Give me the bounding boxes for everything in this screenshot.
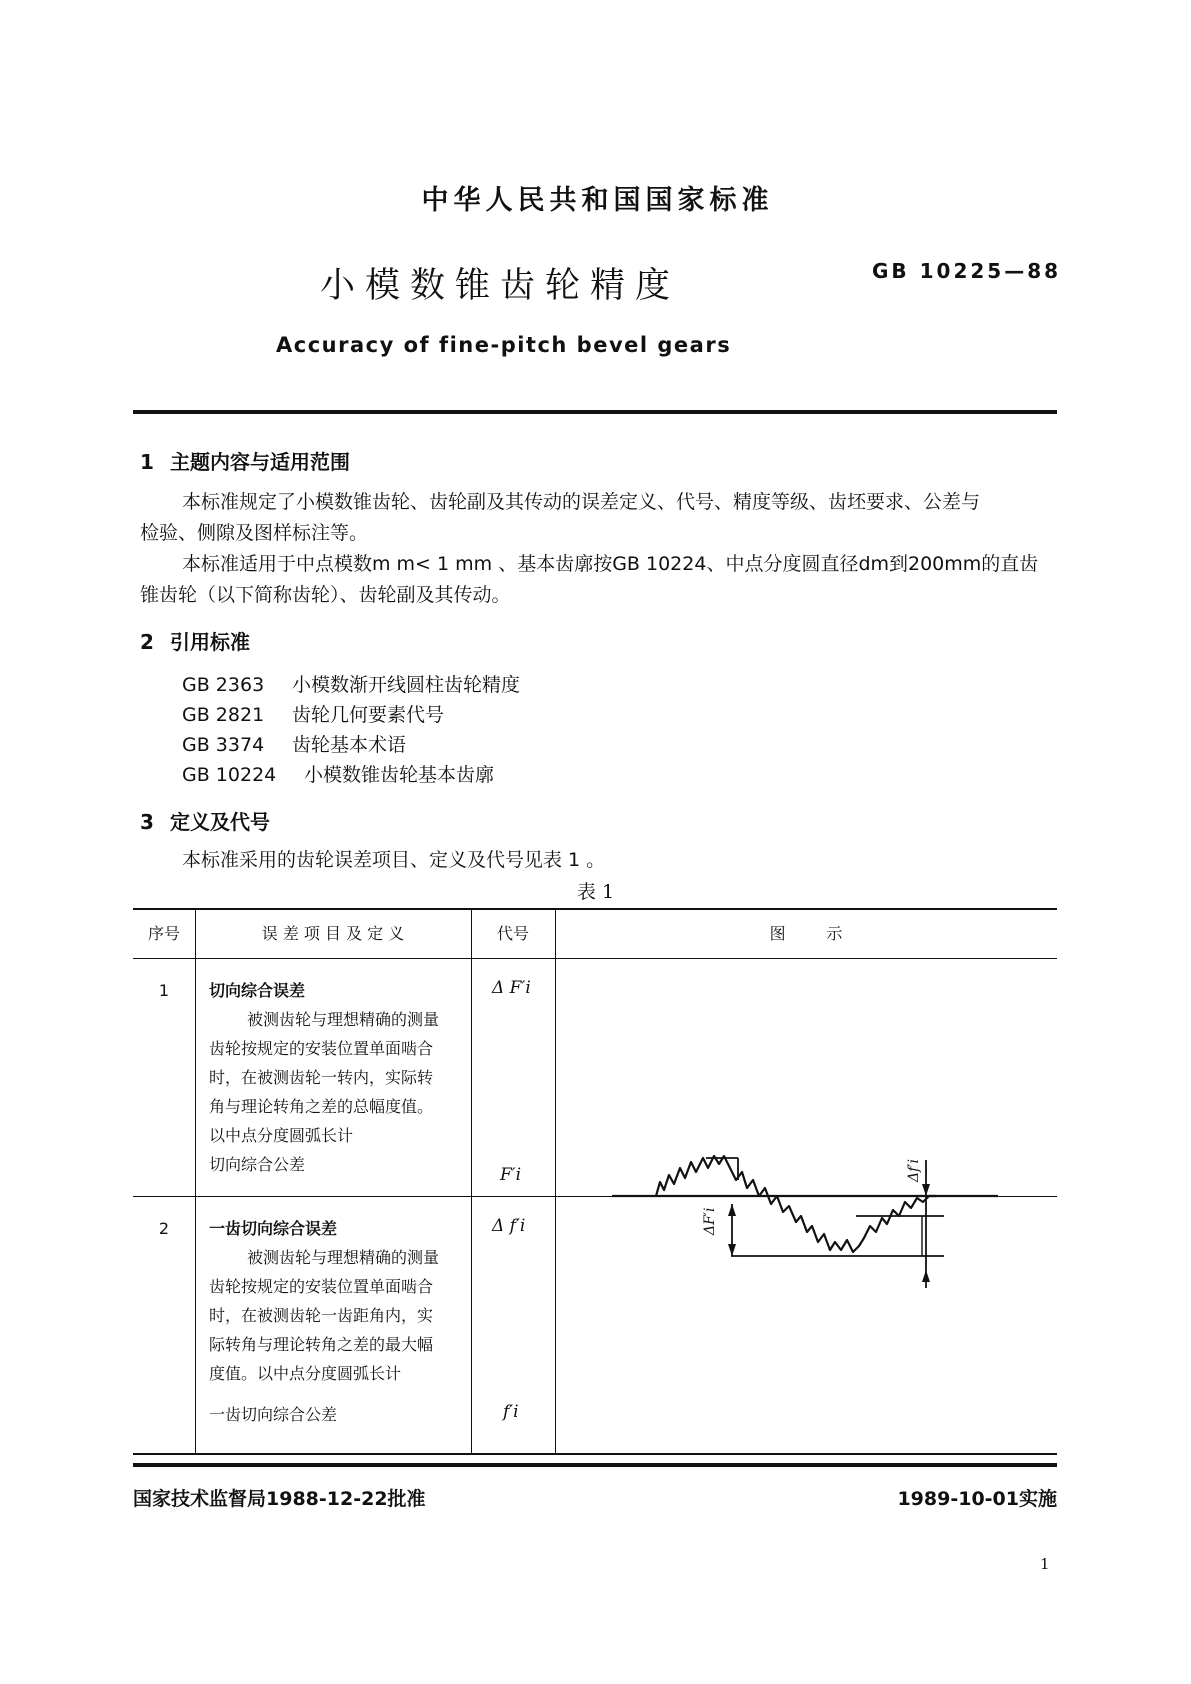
table-top-border xyxy=(133,908,1057,910)
page-number: 1 xyxy=(1040,1555,1050,1573)
reference-item: GB 2363 小模数渐开线圆柱齿轮精度 xyxy=(182,674,521,696)
row-1-seq: 1 xyxy=(158,981,170,1000)
section-3-para: 本标准采用的齿轮误差项目、定义及代号见表 1 。 xyxy=(182,849,606,871)
national-standard-heading: 中华人民共和国国家标准 xyxy=(421,185,774,216)
row-2-item: 一齿切向综合误差 被测齿轮与理想精确的测量 齿轮按规定的安装位置单面啮合 时，在被测齿轮一齿距角内，实 际转角与理论转角之差的最大幅 度值。以中点分度圆弧长计 一齿切向综合公差 xyxy=(209,1219,440,1424)
row-2-code-tolerance: f′i xyxy=(503,1402,519,1422)
section-3-heading: 3 定义及代号 xyxy=(140,810,270,834)
table-bottom-border xyxy=(133,1453,1057,1455)
reference-item: GB 3374 齿轮基本术语 xyxy=(182,734,407,756)
effective-date: 1989-10-01实施 xyxy=(897,1488,1057,1510)
section-1-para-2-line-2: 锥齿轮（以下简称齿轮）、齿轮副及其传动。 xyxy=(140,584,511,606)
tangential-error-diagram xyxy=(556,1120,1006,1310)
row-1-error-name: 切向综合误差 xyxy=(209,981,306,1000)
document-title: 小模数锥齿轮精度 xyxy=(320,266,681,306)
header-figure: 图 示 xyxy=(769,924,843,943)
column-divider xyxy=(471,908,472,1454)
section-2-heading: 2 引用标准 xyxy=(140,630,250,654)
header-seq: 序号 xyxy=(147,924,180,943)
english-title: Accuracy of fine-pitch bevel gears xyxy=(276,333,732,357)
error-curve xyxy=(656,1156,936,1252)
row-1-code-tolerance: F′i xyxy=(500,1165,522,1185)
section-1-para-1-line-2: 检验、侧隙及图样标注等。 xyxy=(140,522,369,544)
column-divider xyxy=(195,908,196,1454)
row-1-item: 切向综合误差 被测齿轮与理想精确的测量 齿轮按规定的安装位置单面啮合 时，在被测齿轮一转内，实际转 角与理论转角之差的总幅度值。 以中点分度圆弧长计 切向综合公差 xyxy=(209,981,440,1174)
section-1-para-2-line-1: 本标准适用于中点模数m m< 1 mm 、基本齿廓按GB 10224、中点分度圆直径dm到200mm的直齿 xyxy=(182,553,1039,575)
section-1-heading: 1 主题内容与适用范围 xyxy=(140,450,350,474)
section-1-para-1-line-1: 本标准规定了小模数锥齿轮、齿轮副及其传动的误差定义、代号、精度等级、齿坯要求、公差与 xyxy=(182,491,981,513)
row-2-error-name: 一齿切向综合误差 xyxy=(209,1219,338,1238)
table-caption: 表 1 xyxy=(576,881,615,903)
footer-rule xyxy=(133,1463,1057,1467)
approval-date: 国家技术监督局1988-12-22批准 xyxy=(133,1488,426,1510)
delta-F-label: ΔF′i xyxy=(702,1207,718,1235)
reference-item: GB 2821 齿轮几何要素代号 xyxy=(182,704,445,726)
header-item: 误 差 项 目 及 定 义 xyxy=(261,924,405,943)
row-1-code-error: Δ F′i xyxy=(492,978,531,998)
row-2-seq: 2 xyxy=(158,1219,170,1238)
standard-number: GB 10225—88 xyxy=(872,259,1062,283)
row-2-code-error: Δ f′i xyxy=(492,1216,526,1236)
header-code: 代号 xyxy=(496,924,529,943)
delta-f-label: Δf′i xyxy=(906,1159,922,1182)
header-rule xyxy=(133,410,1057,414)
table-header-border xyxy=(133,958,1057,959)
reference-item: GB 10224 小模数锥齿轮基本齿廓 xyxy=(182,764,495,786)
